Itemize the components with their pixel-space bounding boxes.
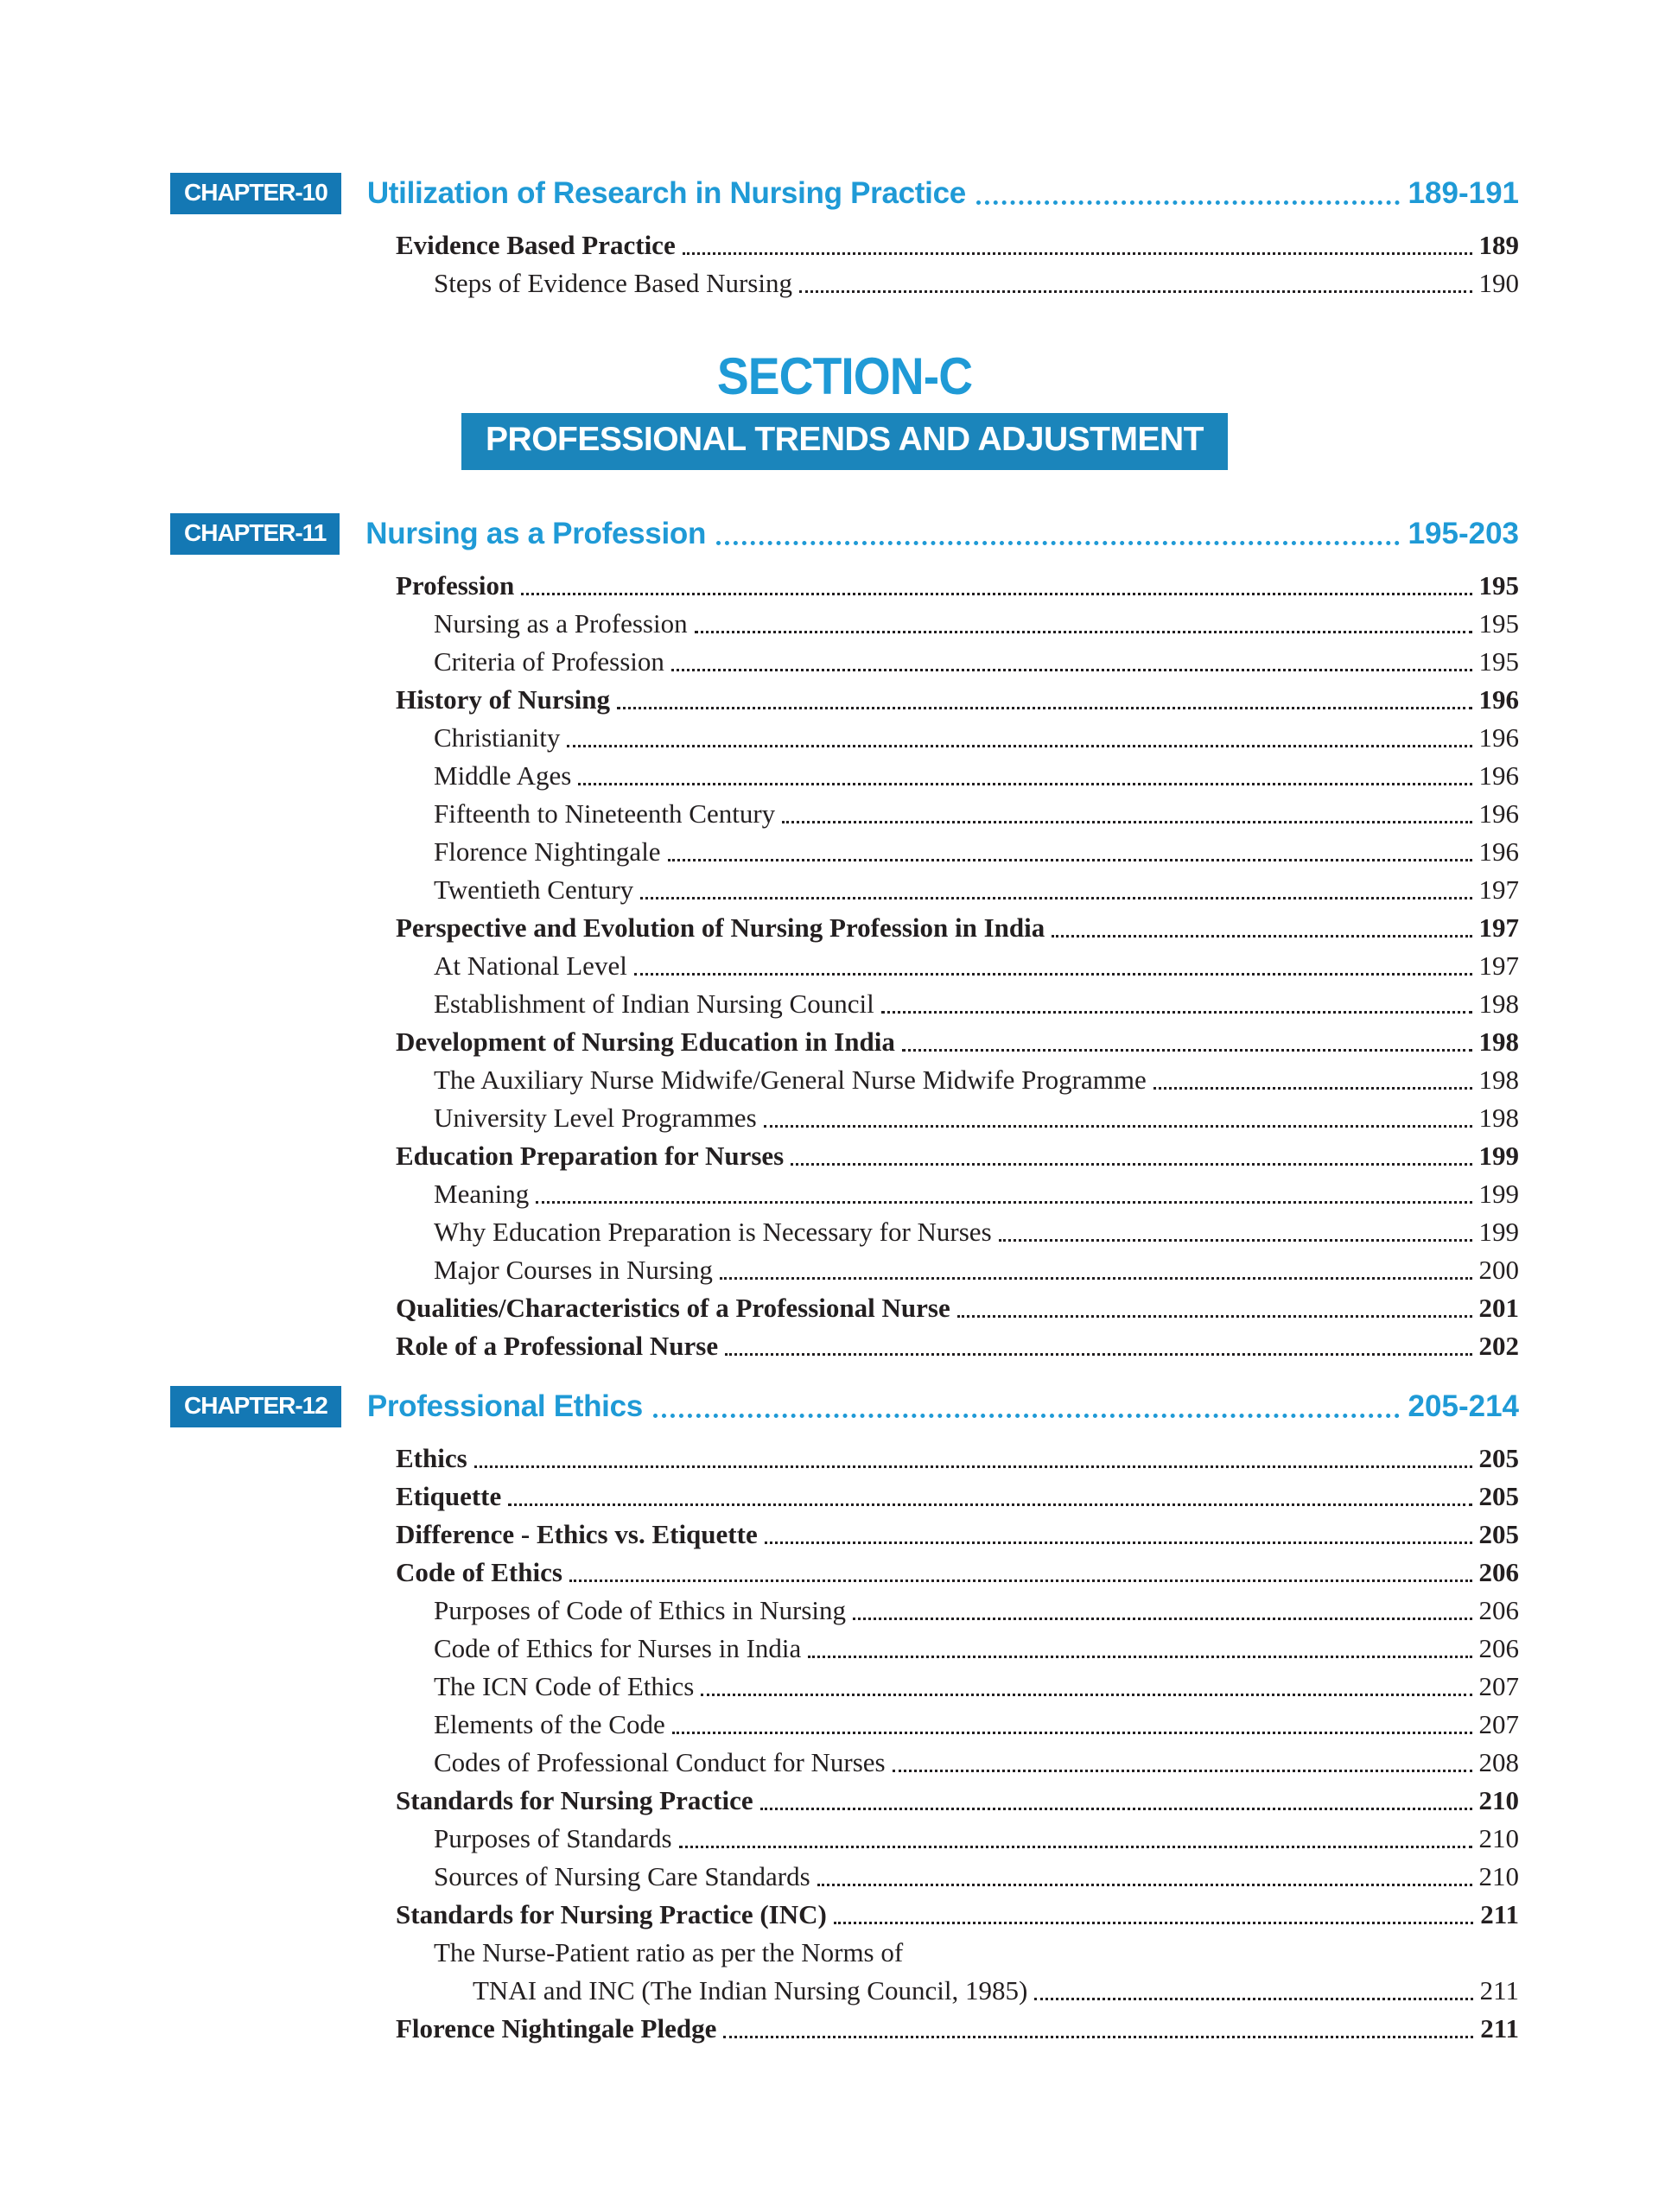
- entry-page-number: 199: [1478, 1141, 1519, 1171]
- entry-page-number: 195: [1478, 570, 1519, 601]
- toc-entry: [170, 1592, 1519, 1630]
- toc-entry: [170, 947, 1519, 985]
- entry-text: Why Education Preparation is Necessary for Nurses: [434, 1217, 992, 1247]
- entry-page-number: 211: [1480, 2013, 1519, 2044]
- entry-text: Purposes of Code of Ethics in Nursing: [434, 1595, 847, 1625]
- toc-entry: [170, 1554, 1519, 1592]
- entry-page-number: 205: [1478, 1481, 1519, 1511]
- toc-entry: [170, 567, 1519, 605]
- toc-entry: [170, 985, 1519, 1023]
- entry-text: Standards for Nursing Practice: [396, 1785, 753, 1815]
- chapter-badge: CHAPTER-10: [170, 173, 341, 214]
- entry-text: Evidence Based Practice: [396, 230, 676, 260]
- entry-text: The ICN Code of Ethics: [434, 1671, 695, 1701]
- dot-leader: [676, 226, 1479, 264]
- entry-text: Difference - Ethics vs. Etiquette: [396, 1519, 758, 1549]
- chapter-page-range: 205-214: [1408, 1389, 1519, 1423]
- entry-text: Twentieth Century: [434, 874, 634, 905]
- chapter-badge: CHAPTER-11: [170, 513, 340, 555]
- chapter-block: [170, 510, 1519, 1365]
- entry-text: Florence Nightingale: [434, 836, 661, 867]
- dot-leader: [664, 643, 1479, 681]
- entry-page-number: 196: [1478, 798, 1519, 829]
- entry-text: Sources of Nursing Care Standards: [434, 1861, 810, 1891]
- dot-leader: [562, 1554, 1479, 1592]
- entry-page-number: 196: [1478, 684, 1519, 715]
- entry-page-number: 196: [1478, 722, 1519, 753]
- chapter-title: Professional Ethics: [366, 1389, 643, 1423]
- dot-leader: [895, 1023, 1479, 1061]
- toc-entry: [170, 643, 1519, 681]
- chapter-page-range: 195-203: [1408, 517, 1519, 550]
- dot-leader: [716, 2010, 1480, 2048]
- dot-leader: [718, 1327, 1478, 1365]
- entry-page-number: 210: [1478, 1861, 1519, 1891]
- toc-entry: [170, 833, 1519, 871]
- dot-leader: [672, 1820, 1479, 1858]
- toc-entry: [170, 226, 1519, 264]
- entry-text: Christianity: [434, 722, 561, 753]
- toc-entry: [170, 1099, 1519, 1137]
- entry-page-number: 207: [1478, 1709, 1519, 1739]
- entry-page-number: 196: [1478, 760, 1519, 791]
- entry-text: History of Nursing: [396, 684, 610, 715]
- dot-leader: [775, 795, 1478, 833]
- dot-leader: [529, 1175, 1478, 1213]
- toc-entry: [170, 871, 1519, 909]
- entry-text: Code of Ethics for Nurses in India: [434, 1633, 802, 1663]
- entry-text: The Auxiliary Nurse Midwife/General Nurse Midwife Programme: [434, 1065, 1147, 1095]
- section-banner: PROFESSIONAL TRENDS AND ADJUSTMENT: [461, 413, 1228, 470]
- chapter-page-range: 189-191: [1408, 176, 1519, 210]
- dot-leader: [757, 1099, 1479, 1137]
- entry-text: Meaning: [434, 1179, 530, 1209]
- entry-text: Perspective and Evolution of Nursing Profession in India: [396, 912, 1045, 943]
- entry-page-number: 198: [1478, 1027, 1519, 1057]
- toc-entry: [170, 1213, 1519, 1251]
- toc-entry: [170, 1896, 1519, 1934]
- chapter-heading-row: [170, 169, 1519, 218]
- dot-leader: [801, 1630, 1478, 1668]
- entry-text: Development of Nursing Education in India: [396, 1027, 895, 1057]
- dot-leader: [514, 567, 1478, 605]
- entry-page-number: 206: [1478, 1557, 1519, 1587]
- entry-page-number: 189: [1478, 230, 1519, 260]
- dot-leader: [610, 681, 1479, 719]
- entry-page-number: 211: [1480, 1899, 1519, 1929]
- toc-entry: [170, 909, 1519, 947]
- dot-leader: [886, 1744, 1479, 1782]
- entry-page-number: 195: [1478, 608, 1519, 639]
- toc-entry: [170, 1289, 1519, 1327]
- entry-page-number: 197: [1478, 874, 1519, 905]
- dot-leader: [665, 1706, 1479, 1744]
- entry-page-number: 207: [1478, 1671, 1519, 1701]
- entry-text: Profession: [396, 570, 515, 601]
- entry-page-number: 200: [1478, 1255, 1519, 1285]
- dot-leader: [713, 1251, 1479, 1289]
- toc-entry: [170, 1972, 1519, 2010]
- toc-entry: [170, 1327, 1519, 1365]
- entry-text: Role of a Professional Nurse: [396, 1331, 719, 1361]
- entry-text: Etiquette: [396, 1481, 502, 1511]
- entry-text: Steps of Evidence Based Nursing: [434, 268, 792, 298]
- toc-entry: [170, 1061, 1519, 1099]
- entry-page-number: 210: [1478, 1823, 1519, 1853]
- entry-text: Fifteenth to Nineteenth Century: [434, 798, 776, 829]
- toc-entry: [170, 1478, 1519, 1516]
- entry-page-number: 199: [1478, 1217, 1519, 1247]
- dot-leader: [1147, 1061, 1479, 1099]
- entry-page-number: 195: [1478, 646, 1519, 677]
- section-banner-wrap: [170, 413, 1519, 470]
- entry-text: At National Level: [434, 950, 627, 981]
- dot-leader: [688, 605, 1479, 643]
- toc-entry: [170, 1706, 1519, 1744]
- toc-entry: [170, 2010, 1519, 2048]
- entry-text: Education Preparation for Nurses: [396, 1141, 785, 1171]
- toc-entry: [170, 1858, 1519, 1896]
- toc-entry: [170, 1137, 1519, 1175]
- dot-leader: [1027, 1972, 1479, 2010]
- entry-page-number: 198: [1478, 1103, 1519, 1133]
- entry-page-number: 201: [1478, 1293, 1519, 1323]
- entry-page-number: 196: [1478, 836, 1519, 867]
- dot-leader: [992, 1213, 1479, 1251]
- dot-leader: [827, 1896, 1480, 1934]
- dot-leader: [694, 1668, 1478, 1706]
- toc-entry: [170, 1630, 1519, 1668]
- entry-text: University Level Programmes: [434, 1103, 757, 1133]
- dot-leader: [560, 719, 1478, 757]
- toc-entry: [170, 719, 1519, 757]
- dot-leader: [810, 1858, 1479, 1896]
- entry-page-number: 210: [1478, 1785, 1519, 1815]
- dot-leader: [758, 1516, 1479, 1554]
- dot-leader: [571, 757, 1478, 795]
- toc-entry: [170, 1744, 1519, 1782]
- entry-text: Qualities/Characteristics of a Professional Nurse: [396, 1293, 950, 1323]
- toc-entry: [170, 1251, 1519, 1289]
- toc-entry: [170, 795, 1519, 833]
- entry-text: TNAI and INC (The Indian Nursing Council, 1985): [473, 1975, 1028, 2005]
- entry-text: Criteria of Profession: [434, 646, 664, 677]
- toc-entry: [170, 1175, 1519, 1213]
- entry-text: Elements of the Code: [434, 1709, 665, 1739]
- chapter-heading-row: [170, 1382, 1519, 1431]
- section-header-block: [170, 349, 1519, 470]
- chapter-block: [170, 1382, 1519, 2048]
- dot-leader: [643, 1382, 1408, 1431]
- entry-page-number: 198: [1478, 988, 1519, 1019]
- entry-page-number: 211: [1479, 1975, 1519, 2005]
- dot-leader: [874, 985, 1479, 1023]
- toc-entry: [170, 1668, 1519, 1706]
- entry-page-number: 206: [1478, 1595, 1519, 1625]
- dot-leader: [661, 833, 1479, 871]
- toc-entry: [170, 1934, 1519, 1972]
- toc-entry: [170, 757, 1519, 795]
- toc-entry: [170, 1516, 1519, 1554]
- entry-text: Nursing as a Profession: [434, 608, 688, 639]
- dot-leader: [792, 264, 1479, 302]
- toc-entry: [170, 1782, 1519, 1820]
- chapter-title: Utilization of Research in Nursing Practice: [366, 176, 966, 210]
- dot-leader: [706, 510, 1408, 558]
- entry-text: Code of Ethics: [396, 1557, 562, 1587]
- dot-leader: [966, 169, 1408, 218]
- entry-text: Ethics: [396, 1443, 467, 1473]
- entry-text: Major Courses in Nursing: [434, 1255, 713, 1285]
- chapter-title: Nursing as a Profession: [365, 517, 707, 550]
- toc-entry: [170, 605, 1519, 643]
- toc-entry: [170, 681, 1519, 719]
- dot-leader: [633, 871, 1478, 909]
- chapter-block: [170, 169, 1519, 302]
- entry-text: Establishment of Indian Nursing Council: [434, 988, 874, 1019]
- entry-text: Codes of Professional Conduct for Nurses: [434, 1747, 886, 1777]
- entry-page-number: 199: [1478, 1179, 1519, 1209]
- entry-page-number: 190: [1478, 268, 1519, 298]
- entry-page-number: 202: [1478, 1331, 1519, 1361]
- dot-leader: [467, 1440, 1479, 1478]
- entry-page-number: 205: [1478, 1443, 1519, 1473]
- dot-leader: [627, 947, 1479, 985]
- dot-leader: [753, 1782, 1479, 1820]
- dot-leader: [501, 1478, 1478, 1516]
- entry-text: Middle Ages: [434, 760, 572, 791]
- entry-text: Standards for Nursing Practice (INC): [396, 1899, 827, 1929]
- chapter-badge: CHAPTER-12: [170, 1386, 341, 1427]
- dot-leader: [784, 1137, 1478, 1175]
- chapter-heading-row: [170, 510, 1519, 558]
- entry-page-number: 205: [1478, 1519, 1519, 1549]
- toc-entry: [170, 1440, 1519, 1478]
- entry-page-number: 208: [1478, 1747, 1519, 1777]
- entry-page-number: 198: [1478, 1065, 1519, 1095]
- entry-page-number: 197: [1478, 950, 1519, 981]
- entry-text: Florence Nightingale Pledge: [396, 2013, 717, 2044]
- dot-leader: [950, 1289, 1479, 1327]
- toc-entry: [170, 264, 1519, 302]
- dot-leader: [846, 1592, 1478, 1630]
- toc-entry: [170, 1820, 1519, 1858]
- entry-page-number: 197: [1478, 912, 1519, 943]
- entry-text: The Nurse-Patient ratio as per the Norms of: [434, 1937, 904, 1967]
- entry-page-number: 206: [1478, 1633, 1519, 1663]
- dot-leader: [1045, 909, 1478, 947]
- toc-entry: [170, 1023, 1519, 1061]
- entry-text: Purposes of Standards: [434, 1823, 672, 1853]
- section-title: SECTION-C: [716, 347, 973, 405]
